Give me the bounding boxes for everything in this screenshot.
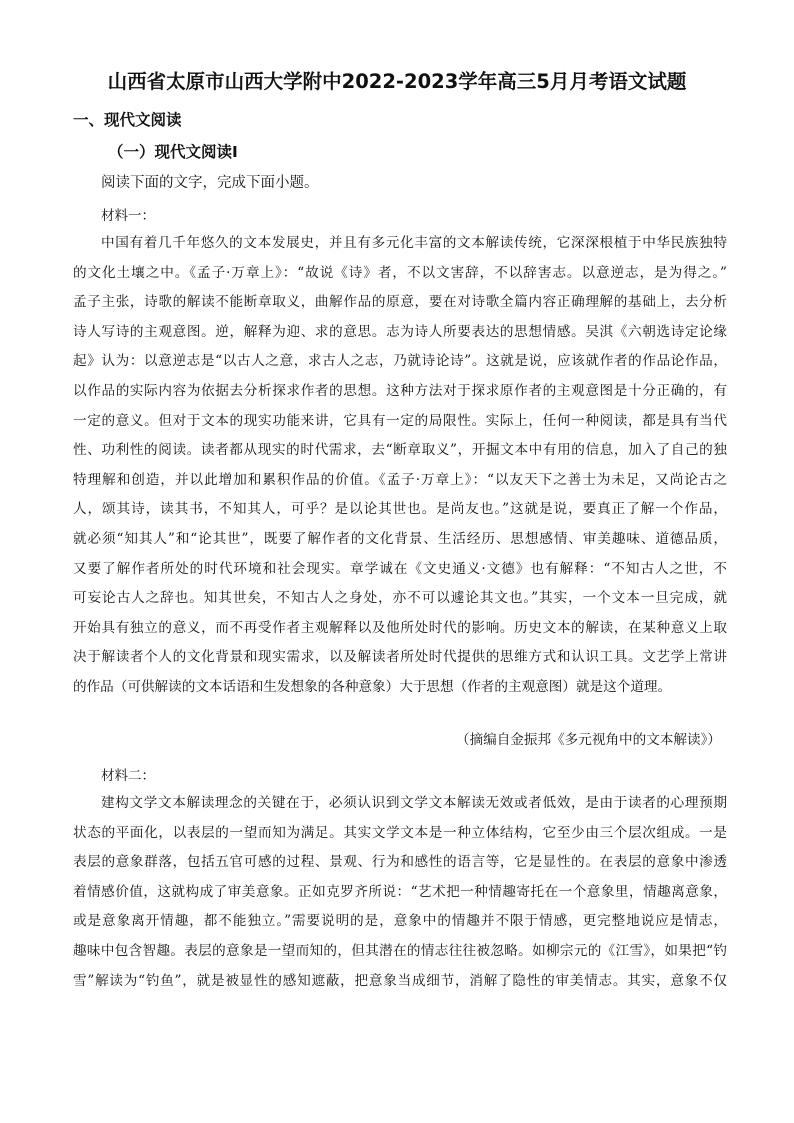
text-line: 又要了解作者所处的时代环境和社会现实。章学诚在《文史通义·文德》也有解释：“不知古人之世，不 xyxy=(73,560,727,577)
text-line: 诗人写诗的主观意图。逆，解释为迎、求的意思。志为诗人所要表达的思想情感。吴淇《六朝选诗定论缘 xyxy=(73,323,727,340)
material2-label: 材料二： xyxy=(101,768,155,784)
text-line: 就必须“知其人”和“论其世”，既要了解作者的文化背景、生活经历、思想感情、审美趣味、道德品质， xyxy=(73,530,727,547)
sub-heading: （一）现代文阅读Ⅰ xyxy=(108,143,238,161)
text-line: 可妄论古人之辞也。知其世矣，不知古人之身处，亦不可以遽论其文也。”其实，一个文本一旦完成，就 xyxy=(73,590,727,607)
text-line: 中国有着几千年悠久的文本发展史，并且有多元化丰富的文本解读传统，它深深根植于中华民族独特 xyxy=(101,235,727,251)
text-line: 性、功利性的阅读。读者都从现实的时代需求，去“断章取义”，开掘文本中有用的信息，加入了自己的独 xyxy=(73,442,727,459)
text-line: 以作品的实际内容为依据去分析探求作者的思想。这种方法对于探求原作者的主观意图是十分正确的，有 xyxy=(73,382,727,399)
reading-instruction: 阅读下面的文字，完成下面小题。 xyxy=(101,175,319,191)
text-line: 决于解读者个人的文化背景和现实需求，以及解读者所处时代提供的思维方式和认识工具。文艺学上常讲 xyxy=(73,649,727,666)
material1-label: 材料一： xyxy=(101,208,155,224)
text-line: 的作品（可供解读的文本话语和生发想象的各种意象）大于思想（作者的主观意图）就是这个道理。 xyxy=(73,678,672,695)
material1-paragraph xyxy=(73,229,727,703)
text-line: 开始具有独立的意义，而不再受作者主观解释以及他所处时代的影响。历史文本的解读，在某种意义上取 xyxy=(73,619,727,636)
text-line: 或是意象离开情趣，都不能独立。”需要说明的是，意象中的情趣并不限于情感，更完整地说应是情志， xyxy=(73,913,727,930)
material1-source: （摘编自金振邦《多元视角中的文本解读》） xyxy=(455,732,721,748)
section-heading: 一、现代文阅读 xyxy=(73,111,182,129)
text-line: 雪”解读为“钓鱼”，就是被显性的感知遮蔽，把意象当成细节，消解了隐性的审美情志。其实，意象不仅 xyxy=(73,972,727,989)
exam-title: 山西省太原市山西大学附中2022-2023学年高三5月月考语文试题 xyxy=(107,70,687,93)
text-line: 起》认为：以意逆志是“以古人之意，求古人之志，乃就诗论诗”。这就是说，应该就作者的作品论作品， xyxy=(73,353,727,370)
text-line: 孟子主张，诗歌的解读不能断章取义，曲解作品的原意，要在对诗歌全篇内容正确理解的基础上，去分析 xyxy=(73,294,727,311)
text-line: 建构文学文本解读理念的关键在于，必须认识到文学文本解读无效或者低效，是由于读者的心理预期 xyxy=(101,795,727,811)
text-line: 的文化土壤之中。《孟子·万章上》：“故说《诗》者，不以文害辞，不以辞害志。以意逆志，是为得之。” xyxy=(73,264,727,281)
text-line: 状态的平面化，以表层的一望而知为满足。其实文学文本是一种立体结构，它至少由三个层次组成。一是 xyxy=(73,824,727,841)
material2-paragraph xyxy=(73,789,727,996)
text-line: 一定的意义。但对于文本的现实功能来讲，它具有一定的局限性。实际上，任何一种阅读，都是具有当代 xyxy=(73,412,727,429)
text-line: 人，颂其诗，读其书，不知其人，可乎？是以论其世也。是尚友也。”这就是说，要真正了解一个作品， xyxy=(73,501,727,518)
text-line: 特理解和创造，并以此增加和累积作品的价值。《孟子·万章上》：“以友天下之善士为未足，又尚论古之 xyxy=(73,471,727,488)
text-line: 表层的意象群落，包括五官可感的过程、景观、行为和感性的语言等，它是显性的。在表层的意象中渗透 xyxy=(73,854,727,871)
text-line: 趣味中包含智趣。表层的意象是一望而知的，但其潜在的情志往往被忽略。如柳宗元的《江雪》，如果把“钓 xyxy=(73,942,727,959)
text-line: 着情感价值，这就构成了审美意象。正如克罗齐所说：“艺术把一种情趣寄托在一个意象里，情趣离意象， xyxy=(73,883,727,900)
